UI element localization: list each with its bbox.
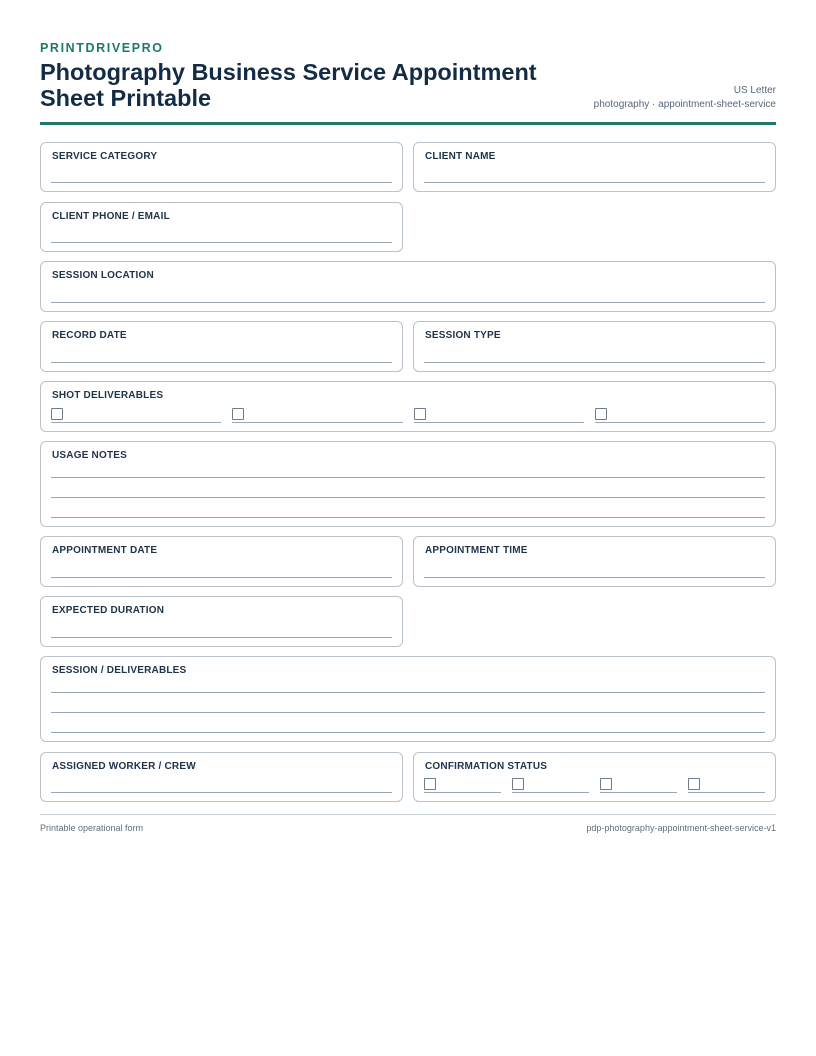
service-category-label: SERVICE CATEGORY [52, 151, 158, 162]
client-name-line[interactable] [424, 182, 765, 183]
shot-deliverable-option[interactable] [232, 407, 402, 423]
expected-duration-line[interactable] [51, 637, 392, 638]
service-category-line[interactable] [51, 182, 392, 183]
footer-left-text: Printable operational form [40, 823, 144, 833]
usage-notes-line[interactable] [51, 477, 765, 478]
usage-notes-line[interactable] [51, 517, 765, 518]
assigned-worker-crew-line[interactable] [51, 792, 392, 793]
assigned-worker-crew-label: ASSIGNED WORKER / CREW [52, 761, 196, 772]
checkbox[interactable] [688, 778, 700, 790]
checkbox[interactable] [232, 408, 244, 420]
category-path: photography · appointment-sheet-service [593, 98, 776, 110]
session-deliverables-line[interactable] [51, 712, 765, 713]
footer-rule [40, 814, 776, 815]
appointment-time-field[interactable] [413, 536, 776, 587]
session-type-field[interactable] [413, 321, 776, 372]
session-type-line[interactable] [424, 362, 765, 363]
assigned-worker-crew-field[interactable] [40, 752, 403, 802]
checkbox[interactable] [424, 778, 436, 790]
expected-duration-label: EXPECTED DURATION [52, 605, 165, 616]
record-date-field[interactable] [40, 321, 403, 372]
session-deliverables-line[interactable] [51, 732, 765, 733]
session-location-line[interactable] [51, 302, 765, 303]
expected-duration-field[interactable] [40, 596, 403, 647]
appointment-time-line[interactable] [424, 577, 765, 578]
appointment-date-field[interactable] [40, 536, 403, 587]
client-phone-email-label: CLIENT PHONE / EMAIL [52, 211, 170, 222]
footer-form-id: pdp-photography-appointment-sheet-service-v1 [586, 823, 776, 833]
confirmation-status-option[interactable] [688, 777, 765, 793]
client-phone-email-line[interactable] [51, 242, 392, 243]
session-location-field[interactable] [40, 261, 776, 312]
page-title: Photography Business Service Appointment Sheet Printable [40, 59, 537, 111]
record-date-label: RECORD DATE [52, 330, 127, 341]
confirmation-status-option[interactable] [424, 777, 501, 793]
appointment-date-label: APPOINTMENT DATE [52, 545, 158, 556]
header-rule [40, 122, 776, 125]
checkbox[interactable] [512, 778, 524, 790]
client-name-field[interactable] [413, 142, 776, 192]
confirmation-status-option[interactable] [512, 777, 589, 793]
confirmation-status-option[interactable] [600, 777, 677, 793]
header-meta [594, 84, 776, 111]
checkbox[interactable] [600, 778, 612, 790]
client-phone-email-field[interactable] [40, 202, 403, 252]
session-location-label: SESSION LOCATION [52, 270, 154, 281]
shot-deliverables-field [40, 381, 776, 432]
appointment-time-label: APPOINTMENT TIME [425, 545, 528, 556]
record-date-line[interactable] [51, 362, 392, 363]
checkbox[interactable] [51, 408, 63, 420]
service-category-field[interactable] [40, 142, 403, 192]
usage-notes-line[interactable] [51, 497, 765, 498]
session-deliverables-label: SESSION / DELIVERABLES [52, 665, 187, 676]
shot-deliverable-option[interactable] [595, 407, 765, 423]
shot-deliverables-label: SHOT DELIVERABLES [52, 390, 164, 401]
checkbox[interactable] [595, 408, 607, 420]
session-deliverables-line[interactable] [51, 692, 765, 693]
brand-logo: PRINTDRIVEPRO [40, 41, 164, 55]
session-type-label: SESSION TYPE [425, 330, 501, 341]
session-deliverables-field[interactable] [40, 656, 776, 742]
shot-deliverable-option[interactable] [414, 407, 584, 423]
shot-deliverable-option[interactable] [51, 407, 221, 423]
appointment-date-line[interactable] [51, 577, 392, 578]
confirmation-status-field [413, 752, 776, 802]
usage-notes-field[interactable] [40, 441, 776, 527]
usage-notes-label: USAGE NOTES [52, 450, 127, 461]
paper-size: US Letter [733, 85, 776, 96]
confirmation-status-label: CONFIRMATION STATUS [425, 761, 548, 772]
checkbox[interactable] [414, 408, 426, 420]
client-name-label: CLIENT NAME [425, 151, 496, 162]
